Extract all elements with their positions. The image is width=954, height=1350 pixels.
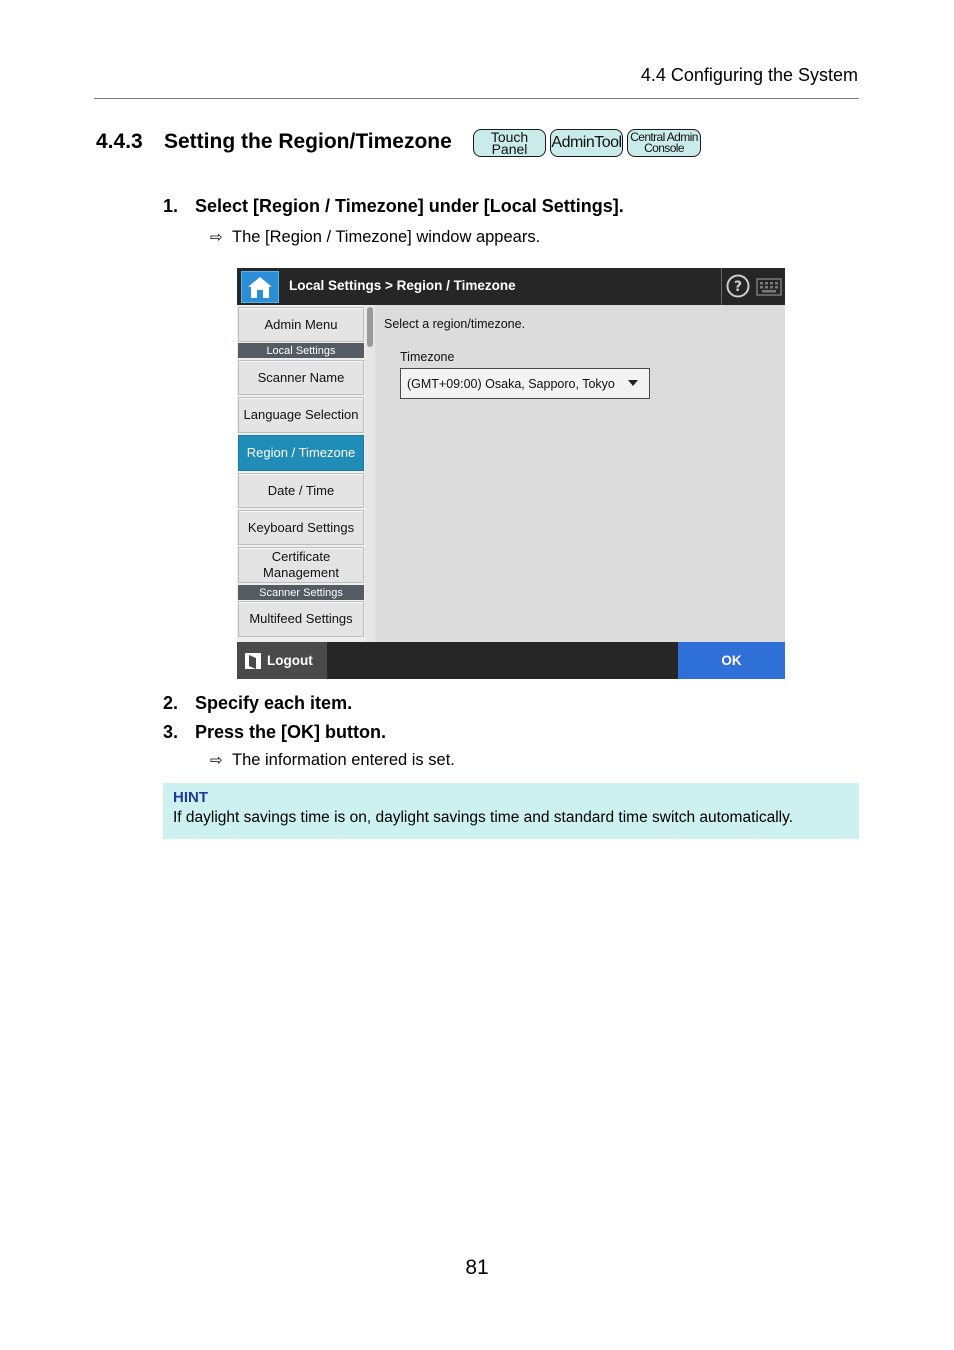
admin-tool-badge-text: AdminTool bbox=[551, 134, 622, 151]
step-number: 2. bbox=[163, 693, 179, 713]
central-admin-console-badge bbox=[627, 129, 701, 157]
touch-panel-badge-line2: Panel bbox=[491, 141, 528, 157]
step-1 bbox=[163, 196, 624, 217]
home-button[interactable] bbox=[241, 271, 279, 303]
home-icon bbox=[242, 272, 278, 302]
sidebar-item-admin-menu[interactable]: Admin Menu bbox=[238, 307, 364, 342]
result-text: The [Region / Timezone] window appears. bbox=[232, 228, 541, 246]
timezone-label: Timezone bbox=[400, 350, 455, 364]
sidebar-header-local-settings: Local Settings bbox=[238, 343, 364, 358]
timezone-value: (GMT+09:00) Osaka, Sapporo, Tokyo bbox=[407, 376, 615, 391]
admin-tool-badge bbox=[550, 129, 623, 157]
logout-icon bbox=[244, 652, 262, 670]
step-text: Press the [OK] button. bbox=[195, 722, 387, 742]
step-text: Select [Region / Timezone] under [Local Settings]. bbox=[195, 196, 624, 216]
step-2 bbox=[163, 693, 352, 714]
sidebar-scroll-thumb[interactable] bbox=[367, 307, 373, 347]
sidebar-scrollbar[interactable] bbox=[365, 305, 375, 642]
touch-panel-badge bbox=[473, 129, 546, 157]
breadcrumb: Local Settings > Region / Timezone bbox=[289, 278, 516, 293]
touch-panel-badge-line1: Touch bbox=[490, 129, 529, 145]
title-separator bbox=[721, 268, 722, 305]
chevron-down-icon bbox=[628, 380, 638, 386]
timezone-select[interactable] bbox=[400, 368, 650, 399]
ok-button[interactable]: OK bbox=[678, 642, 785, 679]
sidebar-item-multifeed-settings[interactable]: Multifeed Settings bbox=[238, 601, 364, 637]
step-1-result bbox=[210, 228, 540, 247]
result-arrow-icon: ⇨ bbox=[210, 229, 223, 246]
step-number: 3. bbox=[163, 722, 179, 742]
hint-box bbox=[163, 783, 859, 839]
logout-label: Logout bbox=[267, 653, 313, 668]
step-3-result bbox=[210, 751, 455, 770]
sidebar-item-date-time[interactable]: Date / Time bbox=[238, 473, 364, 508]
section-number: 4.4.3 bbox=[96, 130, 143, 153]
sidebar-item-certificate-management[interactable]: Certificate Management bbox=[238, 547, 364, 583]
logout-button[interactable] bbox=[237, 642, 327, 679]
central-admin-badge-line2: Console bbox=[644, 141, 684, 155]
result-text: The information entered is set. bbox=[232, 751, 455, 769]
result-arrow-icon: ⇨ bbox=[210, 752, 223, 769]
keyboard-icon[interactable] bbox=[756, 277, 782, 297]
sidebar-header-scanner-settings: Scanner Settings bbox=[238, 585, 364, 600]
running-head: 4.4 Configuring the System bbox=[640, 65, 858, 85]
step-text: Specify each item. bbox=[195, 693, 353, 713]
central-admin-badge-line1: Central Admin bbox=[630, 130, 698, 144]
sidebar-item-scanner-name[interactable]: Scanner Name bbox=[238, 360, 364, 395]
page-number: 81 bbox=[465, 1256, 489, 1279]
help-icon[interactable] bbox=[726, 274, 750, 298]
sidebar-item-region-timezone[interactable]: Region / Timezone bbox=[238, 435, 364, 471]
section-title-text: Setting the Region/Timezone bbox=[164, 130, 452, 153]
hint-title: HINT bbox=[173, 789, 208, 806]
sidebar bbox=[237, 305, 365, 642]
header-rule bbox=[94, 98, 859, 99]
step-number: 1. bbox=[163, 196, 179, 216]
svg-text:?: ? bbox=[733, 279, 743, 295]
step-3 bbox=[163, 722, 386, 743]
section-title bbox=[96, 130, 452, 154]
hint-text: If daylight savings time is on, daylight savings time and standard time switch automatically. bbox=[173, 809, 793, 826]
sidebar-item-language-selection[interactable]: Language Selection bbox=[238, 397, 364, 433]
prompt-text: Select a region/timezone. bbox=[384, 317, 526, 331]
touch-panel-screenshot bbox=[237, 268, 785, 679]
sidebar-item-keyboard-settings[interactable]: Keyboard Settings bbox=[238, 510, 364, 545]
